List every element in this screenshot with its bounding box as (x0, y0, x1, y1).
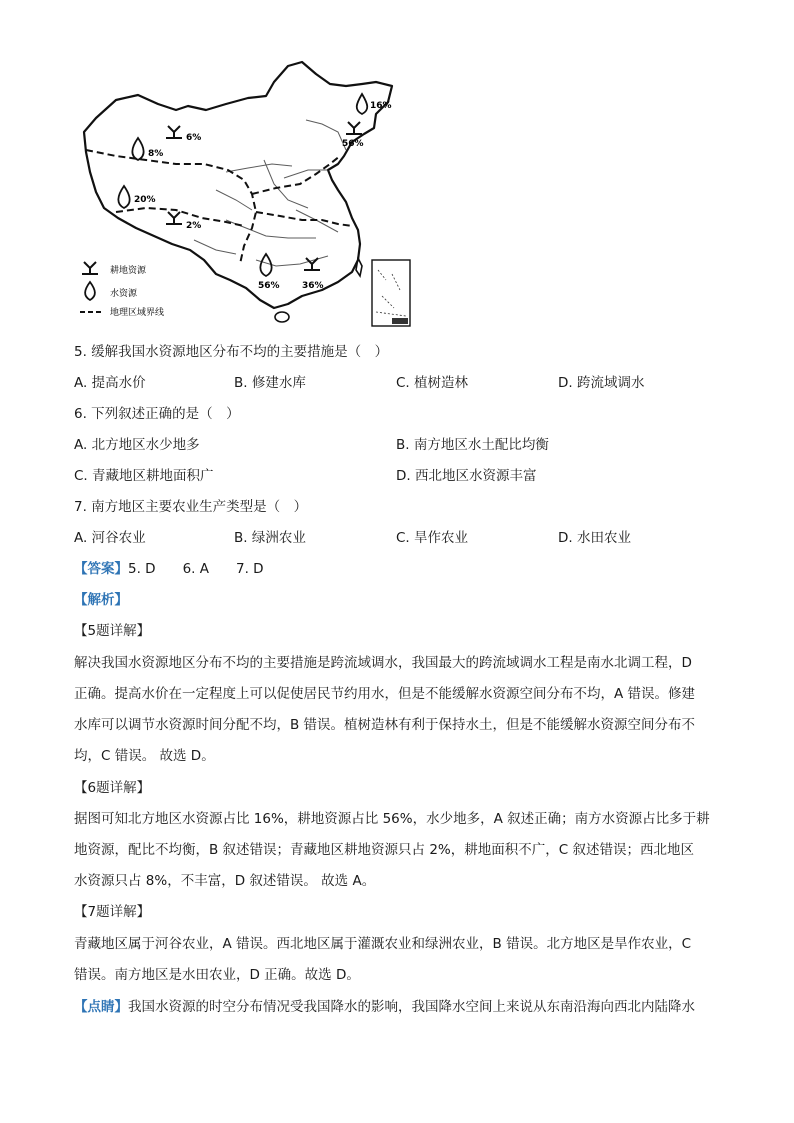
q5-option-c: C. 植树造林 (396, 375, 469, 391)
detail-7-line: 错误。南方地区是水田农业，D 正确。故选 D。 (74, 967, 360, 983)
comment-line (74, 995, 722, 1015)
q5-option-b: B. 修建水库 (234, 375, 306, 391)
label-tibet-land: 2% (186, 221, 202, 231)
label-south-water: 56% (258, 281, 280, 291)
farmland-icon (346, 122, 362, 134)
answer-line (74, 557, 264, 577)
legend-water-label: 水资源 (110, 289, 138, 299)
comment-label: 【点睛】 (74, 999, 128, 1015)
water-drop-icon (118, 186, 129, 208)
q7-option-d: D. 水田农业 (558, 530, 631, 546)
label-tibet-water: 20% (134, 195, 156, 205)
detail-7-heading: 【7题详解】 (74, 904, 151, 920)
label-ne-land: 56% (342, 139, 364, 149)
water-drop-icon (260, 254, 271, 276)
region-boundary-nw (86, 150, 256, 264)
detail-5-line: 正确。提高水价在一定程度上可以促使居民节约用水，但是不能缓解水资源空间分布不均，A 错误。修建 (74, 686, 696, 702)
analysis-label: 【解析】 (74, 592, 128, 608)
farmland-icon (166, 212, 182, 224)
label-ne-water: 16% (370, 101, 392, 111)
q7-option-b: B. 绿洲农业 (234, 530, 306, 546)
question-7-stem: 7. 南方地区主要农业生产类型是（ ） (74, 499, 308, 515)
detail-5-line: 水库可以调节水资源时间分配不均，B 错误。植树造林有利于保持水土，但是不能缓解水资源空间分布不 (74, 717, 696, 733)
farmland-icon (166, 126, 182, 138)
answer-label: 【答案】 (74, 561, 128, 577)
label-south-land: 36% (302, 281, 324, 291)
detail-5-heading: 【5题详解】 (74, 623, 151, 639)
legend-land-label: 耕地资源 (110, 266, 147, 276)
question-6-stem: 6. 下列叙述正确的是（ ） (74, 406, 240, 422)
water-drop-icon (132, 138, 143, 160)
q6-option-b: B. 南方地区水土配比均衡 (396, 437, 549, 453)
water-drop-icon (357, 94, 368, 114)
detail-6-heading: 【6题详解】 (74, 780, 151, 796)
water-drop-icon (85, 282, 95, 300)
q6-option-c: C. 青藏地区耕地面积广 (74, 468, 214, 484)
q6-option-d: D. 西北地区水资源丰富 (396, 468, 537, 484)
detail-6-line: 据图可知北方地区水资源占比 16%，耕地资源占比 56%，水少地多，A 叙述正确；南方水资源占比多于耕 (74, 811, 710, 827)
answer-text: 5. D 6. A 7. D (128, 561, 264, 577)
question-5-stem: 5. 缓解我国水资源地区分布不均的主要措施是（ ） (74, 344, 389, 360)
q6-option-a: A. 北方地区水少地多 (74, 437, 200, 453)
q7-option-c: C. 旱作农业 (396, 530, 469, 546)
farmland-icon (304, 258, 320, 270)
taiwan-island (356, 258, 362, 276)
china-resource-map (76, 60, 416, 332)
label-nw-water: 8% (148, 149, 164, 159)
detail-5-line: 均，C 错误。 故选 D。 (74, 748, 215, 764)
q5-option-a: A. 提高水价 (74, 375, 146, 391)
detail-6-line: 地资源，配比不均衡，B 叙述错误；青藏地区耕地资源只占 2%，耕地面积不广，C 叙述错误；西北地区 (74, 842, 694, 858)
q5-option-d: D. 跨流域调水 (558, 375, 645, 391)
label-nw-land: 6% (186, 133, 202, 143)
detail-6-line: 水资源只占 8%，不丰富，D 叙述错误。 故选 A。 (74, 873, 376, 889)
map-figure (76, 60, 416, 332)
map-legend (80, 262, 164, 318)
farmland-icon (82, 262, 98, 274)
detail-7-line: 青藏地区属于河谷农业，A 错误。西北地区属于灌溉农业和绿洲农业，B 错误。北方地区是旱作农业，C (74, 936, 692, 952)
legend-boundary-label: 地理区域界线 (110, 308, 165, 318)
hainan-island (275, 312, 289, 322)
comment-text: 我国水资源的时空分布情况受我国降水的影响，我国降水空间上来说从东南沿海向西北内陆降水 (128, 999, 695, 1015)
detail-5-line: 解决我国水资源地区分布不均的主要措施是跨流域调水，我国最大的跨流域调水工程是南水北调工程，D (74, 655, 692, 671)
province-lines (194, 120, 346, 266)
q7-option-a: A. 河谷农业 (74, 530, 146, 546)
